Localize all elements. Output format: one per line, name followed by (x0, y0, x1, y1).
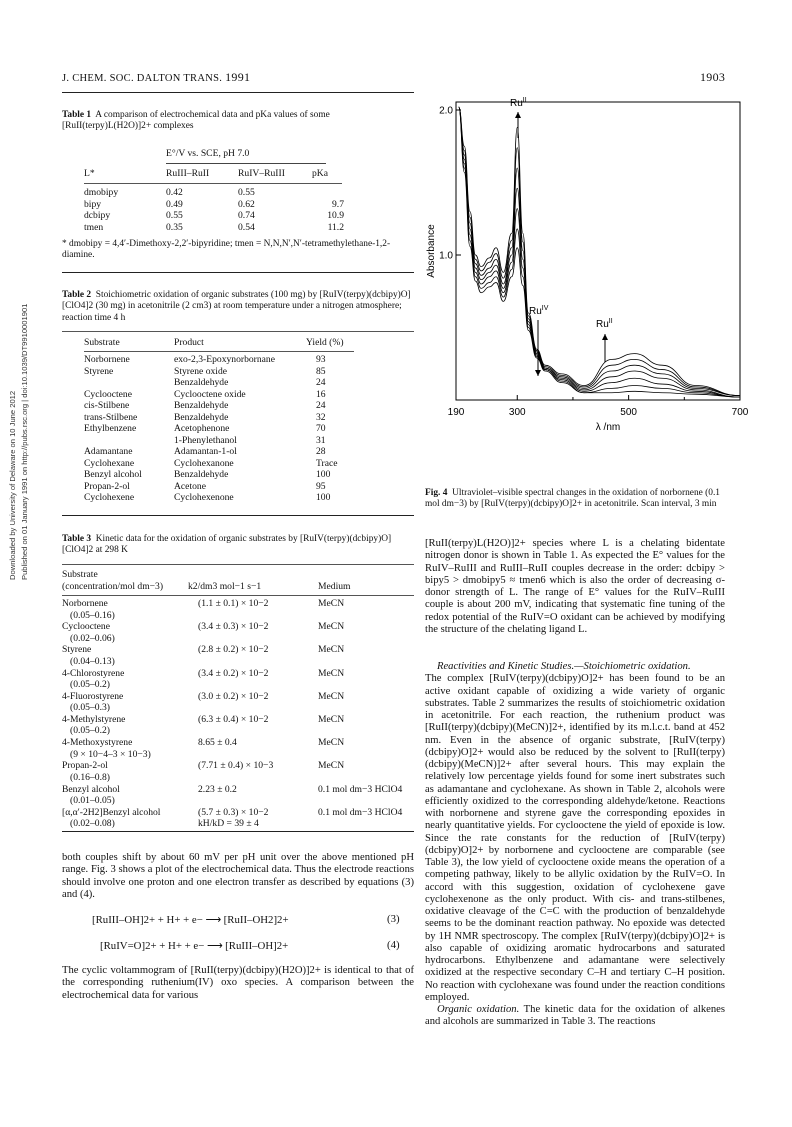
table3-row (62, 737, 414, 760)
table1-cell-ru32: 0.42 (166, 187, 183, 198)
table2-top-rule (62, 331, 414, 332)
table2-header (84, 337, 384, 349)
figure4-chart (420, 90, 750, 480)
table1-cell-ligand: tmen (84, 221, 104, 233)
table2-row (84, 435, 384, 447)
header-rule (62, 92, 414, 93)
equation-3-number: (3) (387, 913, 400, 925)
table3-cell-conc: (0.02–0.06) (70, 632, 115, 644)
table3-row (62, 621, 414, 644)
table3-bottom-rule (62, 831, 414, 832)
journal-year: 1991 (225, 70, 251, 84)
publication-note: Published on 01 January 1991 on http://pubs.rsc.org | doi:10.1039/DT9910001901 (20, 303, 29, 580)
table1-cell-ru43: 0.55 (238, 187, 255, 198)
right-paragraph-1: [RuII(terpy)L(H2O)]2+ species where L is a chelating bidentate nitrogen donor is shown in Table 1. As expected the E° values for the RuIV–RuIII and RuIII–RuII couples decrease in the order: dcbipy > bipy5 > dmobipy5 ≈ tmen6 which is also the order of decreasing σ-donor strength of L. The range of E° values for the RuIV–RuIII couple is about 200 mV, indicating that systematic fine tuning of the redox potential of the RuIV=O oxidant can be achieved by modifying the structure of the chelating ligand L. (425, 538, 725, 635)
table2-cell-substrate: Cyclohexane (84, 457, 135, 469)
figure4-axes (426, 102, 749, 433)
table2-cell-substrate: Cyclohexene (84, 492, 135, 503)
table1-label: Table 1 (62, 110, 92, 120)
table3-cell-k2: (3.0 ± 0.2) × 10−2 (198, 690, 269, 702)
table3-caption-text: Kinetic data for the oxidation of organic substrates by [RuIV(terpy)(dcbipy)O][ClO4]2 at 298 K (62, 534, 392, 556)
table3-col-conc: (concentration/mol dm−3) (62, 580, 164, 592)
table2-row (84, 469, 384, 481)
y-tick-label: 2.0 (439, 105, 453, 117)
table2-cell-product: Acetophenone (174, 423, 230, 434)
x-tick-label: 300 (508, 407, 526, 418)
table3-cell-substrate: 4-Methylstyrene (62, 713, 126, 725)
table2-caption-text: Stoichiometric oxidation of organic substrates (100 mg) by [RuIV(terpy)(dcbipy)O][ClO4]2 (30 mg) in acetonitrile (2 cm3) at room temperature under a nitrogen atmosphere; reaction time 4 h (62, 290, 411, 323)
table2-row (84, 446, 384, 458)
table2-col-product: Product (174, 337, 204, 348)
table3-caption (62, 534, 414, 557)
table2-row (84, 458, 384, 470)
table2-bottom-rule (62, 515, 414, 516)
table2-body (84, 354, 384, 504)
table2-cell-yield: 70 (316, 423, 326, 434)
table3-cell-conc: (0.16–0.8) (70, 771, 110, 783)
table2-header-row (84, 337, 384, 349)
table1-cell-ru32: 0.49 (166, 198, 183, 210)
table1-bottom-rule (62, 272, 414, 273)
table2-label: Table 2 (62, 290, 92, 300)
table2-row (84, 389, 384, 401)
table2-row (84, 481, 384, 493)
table3-row (62, 644, 414, 667)
table3-row (62, 784, 414, 807)
table1-cell-ru43: 0.54 (238, 221, 255, 233)
table3-cell-substrate: Norbornene (62, 598, 108, 609)
table1-cell-pka: 11.2 (327, 221, 344, 233)
table3-col-substrate: Substrate (62, 569, 98, 580)
table3-cell-medium: MeCN (318, 667, 345, 679)
table3-cell-substrate: 4-Methoxystyrene (62, 737, 133, 749)
table2-cell-substrate: Norbornene (84, 354, 130, 365)
table3-cell-medium: MeCN (318, 760, 345, 772)
table2-cell-product: Acetone (174, 480, 206, 492)
table3-row (62, 668, 414, 691)
table2-cell-substrate: cis-Stilbene (84, 400, 130, 411)
table3-cell-medium: MeCN (318, 737, 345, 749)
table1-cell-ru43: 0.74 (238, 210, 255, 221)
x-tick-label: 700 (731, 407, 749, 418)
table1-row (84, 222, 344, 234)
y-tick-label: 1.0 (439, 250, 453, 262)
table2-cell-product: Benzaldehyde (174, 411, 229, 423)
table3-row (62, 691, 414, 714)
table2-cell-substrate: Adamantane (84, 446, 133, 457)
spectrum-trace (459, 107, 740, 397)
y-axis-label: Absorbance (426, 224, 437, 278)
table2-col-substrate: Substrate (84, 337, 120, 348)
ru-oxidation-label: $Ru^{IV}$ (529, 305, 549, 317)
table2-row (84, 366, 384, 378)
table2-cell-substrate: trans-Stilbene (84, 411, 138, 423)
table2-cell-yield: 24 (316, 377, 326, 388)
table2-row (84, 400, 384, 412)
table2-cell-yield: 31 (316, 434, 326, 446)
table2-cell-product: Benzaldehyde (174, 377, 229, 388)
table3-header-rule (62, 595, 414, 596)
journal-header (62, 70, 250, 85)
table3-cell-k2: (7.71 ± 0.4) × 10−3 (198, 760, 274, 772)
left-paragraph-1: both couples shift by about 60 mV per pH unit over the above mentioned pH range. Fig. 3 shows a plot of the electrochemical data. Thus the electrode reactions should involve one proton and one electron transfer as described by equations (3) and (4). (62, 852, 414, 900)
table3-cell-k2: 8.65 ± 0.4 (198, 737, 237, 749)
x-tick-label: 190 (447, 407, 465, 418)
table1-body (84, 187, 344, 233)
table3-cell-conc: (0.05–0.3) (70, 702, 110, 714)
table1-cell-ligand: dmobipy (84, 187, 119, 198)
table2-caption (62, 290, 414, 324)
spectrum-trace (459, 107, 740, 397)
table3-row (62, 807, 414, 830)
right-section (425, 661, 725, 1029)
table3-top-rule (62, 564, 414, 565)
table3-cell-conc: (0.01–0.05) (70, 795, 115, 806)
table2-cell-product: Cyclohexanone (174, 457, 234, 469)
table1-cell-pka: 10.9 (327, 210, 344, 221)
table3-cell-k2: (3.4 ± 0.3) × 10−2 (198, 621, 269, 633)
table1-row (84, 187, 344, 199)
figure4-annotations (510, 97, 613, 376)
table1-caption (62, 110, 384, 133)
table1-group-rule (166, 163, 326, 164)
figure4-series (459, 107, 740, 397)
table3-cell-conc: (0.02–0.08) (70, 818, 115, 830)
table3-cell-k2: (3.4 ± 0.2) × 10−2 (198, 667, 269, 679)
table3-cell-conc: (0.05–0.16) (70, 609, 115, 621)
table1-group-header: E°/V vs. SCE, pH 7.0 (166, 148, 250, 159)
table3-cell-substrate: Cyclooctene (62, 621, 110, 633)
table3-cell-conc: (0.04–0.13) (70, 655, 115, 667)
table2-cell-yield: 32 (316, 411, 326, 423)
table2-row (84, 412, 384, 424)
table2-cell-product: 1-Phenylethanol (174, 434, 237, 446)
table3-cell-substrate: [α,α′-2H2]Benzyl alcohol (62, 806, 161, 818)
table1-col-ru43: RuIV–RuIII (238, 168, 285, 179)
table3-cell-medium: MeCN (318, 621, 345, 633)
page-number: 1903 (700, 70, 726, 84)
table3-col-medium: Medium (318, 580, 351, 592)
table3-cell-k2: (5.7 ± 0.3) × 10−2 (198, 806, 269, 818)
table2-cell-yield: 100 (316, 492, 331, 503)
table2-header-rule (84, 351, 354, 352)
x-axis-label: λ /nm (595, 422, 621, 433)
table2-row (84, 423, 384, 435)
table2-cell-yield: 93 (316, 354, 326, 365)
table1-cell-ru32: 0.35 (166, 221, 183, 233)
table2-cell-product: Cyclohexenone (174, 492, 234, 503)
table2-row (84, 492, 384, 504)
table1-row (84, 210, 344, 222)
table2-cell-yield: Trace (316, 457, 338, 469)
table2-cell-product: Cyclooctene oxide (174, 388, 246, 400)
figure4-caption (425, 488, 725, 511)
table1-header-row (84, 168, 344, 180)
arrow-head (515, 112, 521, 118)
table3-row (62, 598, 414, 621)
table2-cell-substrate: Benzyl alcohol (84, 469, 142, 480)
table1-cell-ru43: 0.62 (238, 198, 255, 210)
table3-cell-medium: 0.1 mol dm−3 HClO4 (318, 783, 403, 795)
table2-cell-product: Styrene oxide (174, 365, 228, 377)
spectrum-trace (459, 107, 740, 396)
table2-cell-substrate: Styrene (84, 365, 114, 377)
table3-cell-conc: (9 × 10−4–3 × 10−3) (70, 748, 151, 760)
right-paragraph-2: The complex [RuIV(terpy)(dcbipy)O]2+ has been found to be an active oxidant capable of oxidizing a wide variety of organic substrates. Table 2 summarizes the results of stoichiometric oxidation in acetonitrile. For each reaction, the ruthenium product was [RuII(terpy)(dcbipy)(MeCN)]2+, identified by its m.l.c.t. band at 452 nm. Even in the absence of organic substrate, [RuIV(terpy)(dcbipy)O]2+ would also be reduced by the solvent to [RuII(terpy)(dcbipy)(MeCN)]2+ after several hours. This may explain the relatively low percentage yields found for some inert substrates such as adamantane and cyclohexane. As shown in Table 2, alcohols were efficiently oxidized to the corresponding aldehyde/ketone. Reactions with norbornene and styrene gave the corresponding epoxides in nearly quantitative yields. For cyclooctene the yield of epoxide is low. Since the rate constants for the reduction of [RuIV(terpy)(dcbipy)O]2+ by norbornene and cyclooctene are comparable (see Table 3), the low yield of cyclooctene oxide means the operation of a competing pathway, likely to be allylic oxidation by the RuIV=O. In accord with this suggestion, oxidation of cyclohexene gave cyclohexenone as the only product. With cis- and trans-stilbenes, oxidative cleavage of the C=C with the production of benzaldehyde seems to be the dominant reaction pathway. No epoxide was detected by 1H NMR spectroscopy. The complex [RuIV(terpy)(dcbipy)O]2+ is also capable of oxidizing aromatic hydrocarbons and saturated hydrocarbons. Ethylbenzene and adamantane were selectively oxidized at the respective secondary C–H and tertiary C–H position. No reaction with cyclohexane was found under the reaction conditions employed. (425, 673, 725, 1003)
journal-name: J. CHEM. SOC. DALTON TRANS. (62, 73, 223, 84)
table1-footnote: * dmobipy = 4,4′-Dimethoxy-2,2′-bipyridine; tmen = N,N,N′,N′-tetramethylethane-1,2-diamine. (62, 239, 391, 261)
table3-cell-medium: MeCN (318, 644, 345, 656)
table3-cell-k2: 2.23 ± 0.2 (198, 783, 237, 795)
section-heading: Reactivities and Kinetic Studies.—Stoichiometric oxidation. (437, 661, 691, 672)
table2-cell-yield: 24 (316, 400, 326, 411)
table2-cell-yield: 100 (316, 469, 331, 480)
table2-cell-product: Benzaldehyde (174, 469, 229, 480)
table3-cell-medium: MeCN (318, 713, 345, 725)
table2-cell-yield: 95 (316, 480, 326, 492)
table1 (84, 168, 344, 180)
table3-header-row1 (62, 569, 414, 581)
table3-cell-k2: (1.1 ± 0.1) × 10−2 (198, 598, 269, 609)
table3-col-k2: k2/dm3 mol−1 s−1 (188, 580, 262, 592)
table3-header (62, 569, 414, 592)
spectrum-trace (459, 107, 740, 397)
table1-col-ru32: RuIII–RuII (166, 168, 210, 179)
spectrum-trace (459, 107, 740, 396)
table3-body (62, 598, 414, 830)
table3-cell-medium: MeCN (318, 690, 345, 702)
spectrum-trace (459, 107, 740, 396)
table3-label: Table 3 (62, 534, 92, 544)
table3-header-row2 (62, 581, 414, 593)
figure4-label: Fig. 4 (425, 488, 448, 498)
table1-col-pka: pKa (312, 168, 328, 179)
table3-cell-k2: (2.8 ± 0.2) × 10−2 (198, 644, 269, 656)
right-paragraph-3: The kinetic data for the oxidation of alkenes and alcohols are summarized in Table 3. The reactions (425, 1004, 725, 1028)
table3-cell-k2: (6.3 ± 0.4) × 10−2 (198, 713, 269, 725)
table3-cell-substrate: Benzyl alcohol (62, 783, 120, 795)
table2-cell-substrate: Ethylbenzene (84, 423, 137, 434)
table3-cell-medium: MeCN (318, 598, 345, 609)
table3-cell-substrate: 4-Chlorostyrene (62, 667, 125, 679)
equation-3: [RuIII–OH]2+ + H+ + e− ⟶ [RuII–OH2]2+ (92, 914, 289, 926)
table1-col-l: L* (84, 168, 95, 179)
x-tick-label: 500 (620, 407, 637, 418)
equation-4-number: (4) (387, 939, 400, 951)
table1-caption-text: A comparison of electrochemical data and pKa values of some [RuII(terpy)L(H2O)]2+ complexes (62, 110, 330, 132)
table3-cell-kratio: kH/kD = 39 ± 4 (198, 818, 259, 830)
left-paragraph-2: The cyclic voltammogram of [RuII(terpy)(dcbipy)(H2O)]2+ is identical to that of the corresponding ruthenium(IV) oxo species. A comparison between the electrochemical data for various (62, 965, 414, 1001)
section-heading-2: Organic oxidation. (437, 1004, 520, 1015)
table3-row (62, 760, 414, 783)
table2-row (84, 354, 384, 366)
table1-cell-ru32: 0.55 (166, 210, 183, 221)
arrow-head (535, 370, 541, 376)
table3-cell-conc: (0.05–0.2) (70, 725, 110, 737)
table3-row (62, 714, 414, 737)
table2-col-yield: Yield (%) (306, 337, 344, 348)
table2-cell-yield: 28 (316, 446, 326, 457)
table3-cell-medium: 0.1 mol dm−3 HClO4 (318, 806, 403, 818)
equation-4: [RuIV=O]2+ + H+ + e− ⟶ [RuIII–OH]2+ (100, 940, 289, 952)
arrow-head (602, 334, 608, 340)
table1-cell-pka: 9.7 (332, 198, 344, 210)
table2-cell-product: exo-2,3-Epoxynorbornane (174, 354, 275, 365)
table2-cell-product: Adamantan-1-ol (174, 446, 237, 457)
download-note: Downloaded by University of Delaware on 10 June 2012 (8, 390, 17, 580)
table3-cell-substrate: 4-Fluorostyrene (62, 690, 124, 702)
table3-cell-substrate: Propan-2-ol (62, 760, 108, 772)
table1-cell-ligand: bipy (84, 198, 102, 210)
table2-cell-yield: 85 (316, 365, 326, 377)
table2-cell-substrate: Propan-2-ol (84, 480, 130, 492)
table3-cell-conc: (0.05–0.2) (70, 679, 110, 691)
table2-cell-product: Benzaldehyde (174, 400, 229, 411)
table3-cell-substrate: Styrene (62, 644, 92, 656)
table2-row (84, 377, 384, 389)
ru-oxidation-label: $Ru^{II}$ (510, 97, 527, 109)
figure4-caption-text: Ultraviolet–visible spectral changes in the oxidation of norbornene (0.1 mol dm−3) by [RuIV(terpy)(dcbipy)O]2+ in acetonitrile. Scan interval, 3 min (425, 488, 720, 510)
table1-header-rule (84, 183, 342, 184)
table2-cell-yield: 16 (316, 388, 326, 400)
table1-row (84, 199, 344, 211)
spectrum-trace (459, 107, 740, 397)
plot-frame (456, 102, 740, 400)
table1-cell-ligand: dcbipy (84, 210, 111, 221)
table2-cell-substrate: Cyclooctene (84, 388, 132, 400)
ru-oxidation-label: $Ru^{II}$ (596, 318, 613, 330)
